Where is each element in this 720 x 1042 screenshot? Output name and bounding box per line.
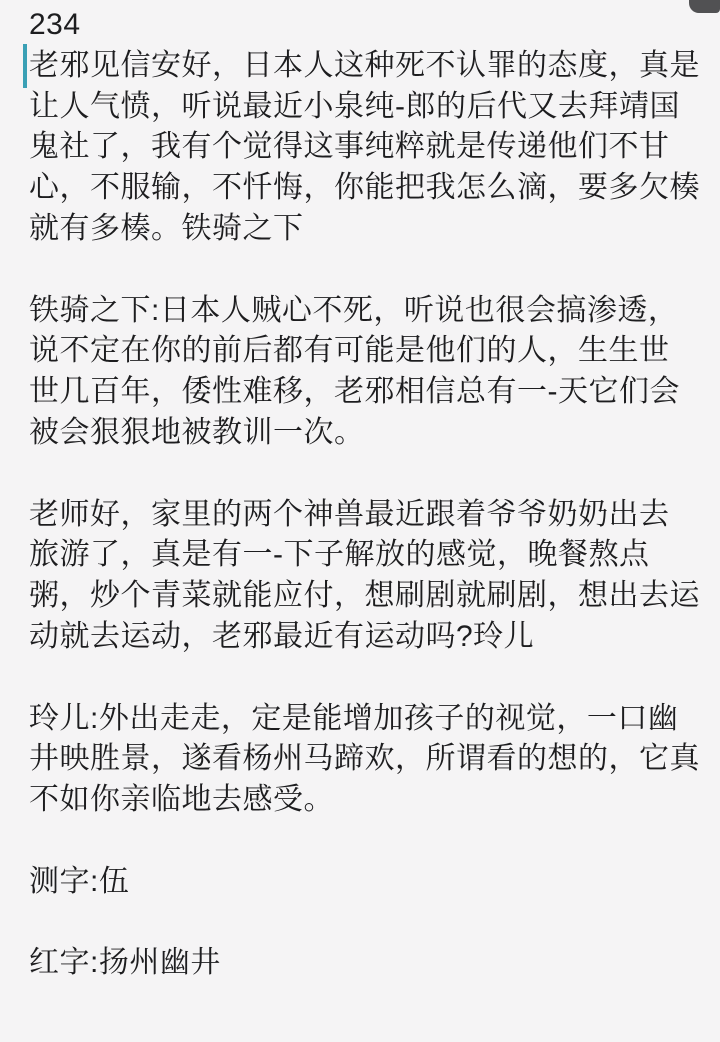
text-line <box>29 658 710 699</box>
text-line: 旅游了，真是有一-下子解放的感觉，晚餐熬点 <box>29 538 650 572</box>
text-line: 就有多楱。铁骑之下 <box>29 211 304 245</box>
text-line: 不如你亲临地去感受。 <box>29 783 334 817</box>
text-line: 老邪见信安好，日本人这种死不认罪的态度，真是 <box>29 48 700 82</box>
text-cursor <box>23 44 27 88</box>
text-line: 动就去运动，老邪最近有运动吗?玲儿 <box>29 619 535 653</box>
text-line: 世几百年，倭性难移，老邪相信总有一-天它们会 <box>29 375 680 409</box>
text-line <box>29 250 710 291</box>
text-line: 让人气愤，听说最近小泉纯-郎的后代又去拜靖国 <box>29 89 680 123</box>
text-line: 测字:伍 <box>29 864 130 898</box>
text-line <box>29 821 710 862</box>
text-line: 老师好，家里的两个神兽最近跟着爷爷奶奶出去 <box>29 497 670 531</box>
text-line: 粥，炒个青菜就能应付，想刷剧就刷剧，想出去运 <box>29 579 700 613</box>
text-line: 说不定在你的前后都有可能是他们的人，生生世 <box>29 334 670 368</box>
text-line: 玲儿:外出走走，定是能增加孩子的视觉，一口幽 <box>29 701 679 735</box>
text-line: 红字:扬州幽井 <box>29 946 221 980</box>
text-line: 鬼社了，我有个觉得这事纯粹就是传递他们不甘 <box>29 130 670 164</box>
text-line: 被会狠狠地被教训一次。 <box>29 415 365 449</box>
text-line: 心，不服输，不忏悔，你能把我怎么滴，要多欠楱 <box>29 171 700 205</box>
text-line: 井映胜景，遂看杨州马蹄欢，所谓看的想的，它真 <box>29 742 700 776</box>
scrollbar-thumb[interactable] <box>689 0 720 13</box>
text-line <box>29 903 710 944</box>
text-line <box>29 454 710 495</box>
text-line: 234 <box>29 8 81 41</box>
text-line: 铁骑之下:日本人贼心不死，听说也很会搞渗透， <box>29 293 679 327</box>
